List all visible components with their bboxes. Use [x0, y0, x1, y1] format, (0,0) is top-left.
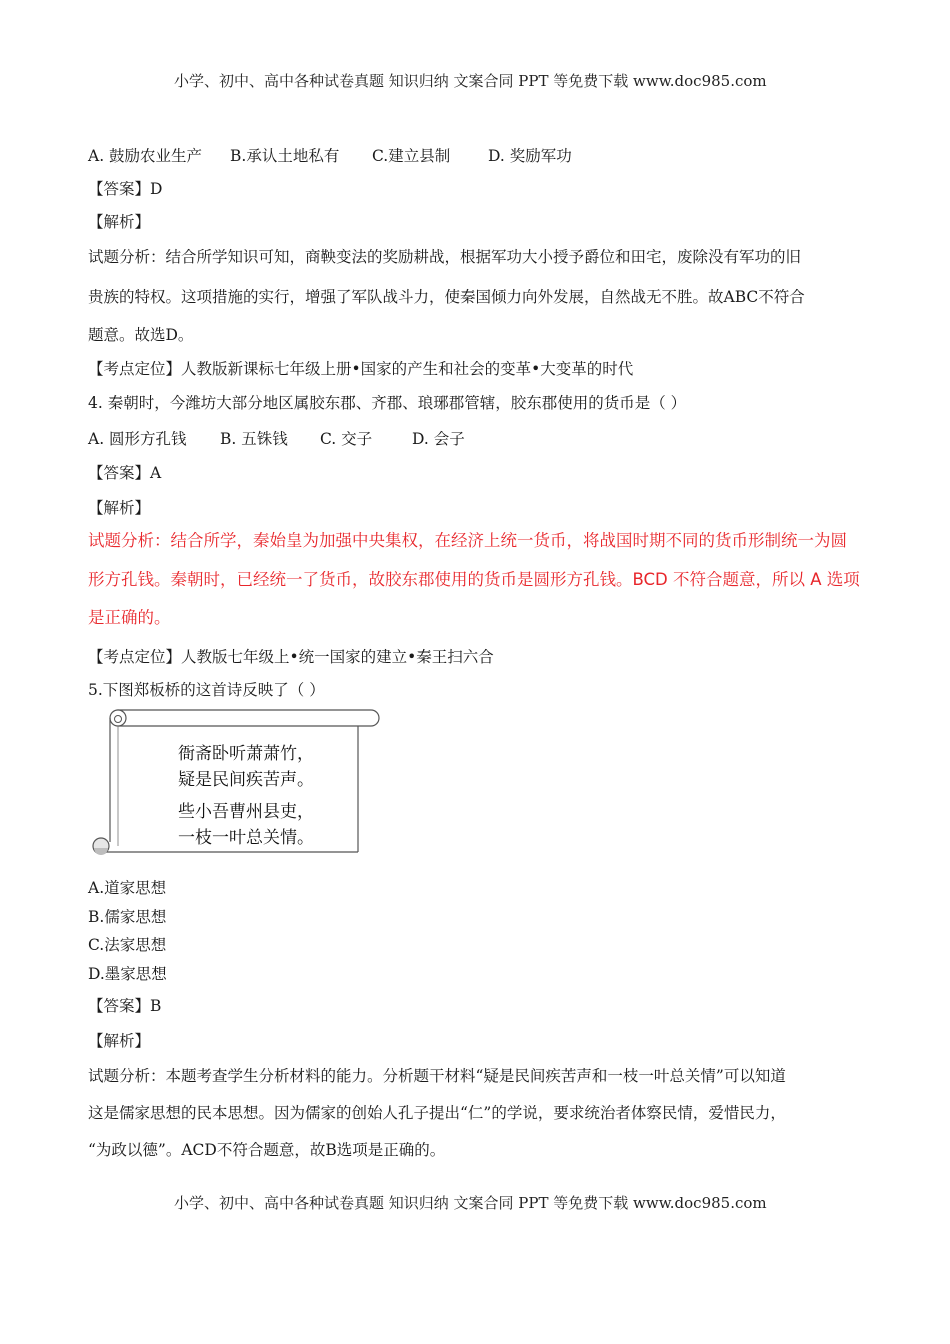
q3-analysis-line: 试题分析：结合所学知识可知，商鞅变法的奖励耕战，根据军功大小授予爵位和田宅，废除没有军功的旧	[88, 248, 802, 266]
q4-analysis-line: 是正确的。	[88, 608, 171, 627]
q3-analysis-label: 【解析】	[88, 213, 151, 231]
q3-analysis-line: 题意。故选D。	[88, 326, 194, 344]
q5-analysis-line: 这是儒家思想的民本思想。因为儒家的创始人孔子提出“仁”的学说，要求统治者体察民情，爱惜民力，	[88, 1104, 786, 1122]
q5-analysis-line: “为政以德”。ACD不符合题意，故B选项是正确的。	[88, 1141, 446, 1159]
q5-analysis-label: 【解析】	[88, 1032, 151, 1050]
q4-question: 4. 秦朝时，今潍坊大部分地区属胶东郡、齐郡、琅琊郡管辖，胶东郡使用的货币是（ ）	[88, 394, 687, 412]
q5-option-a: A.道家思想	[88, 879, 167, 897]
q4-option-d: D. 会子	[412, 430, 465, 448]
q3-kaodian: 【考点定位】人教版新课标七年级上册•国家的产生和社会的变革•大变革的时代	[88, 360, 634, 378]
q3-option-d: D. 奖励军功	[488, 147, 572, 165]
q4-kaodian: 【考点定位】人教版七年级上•统一国家的建立•秦王扫六合	[88, 648, 494, 666]
q4-analysis-line: 形方孔钱。秦朝时，已经统一了货币，故胶东郡使用的货币是圆形方孔钱。BCD 不符合题意，所以 A 选项	[88, 570, 860, 589]
q5-answer: 【答案】B	[88, 997, 162, 1015]
q4-answer: 【答案】A	[88, 464, 162, 482]
page-footer: 小学、初中、高中各种试卷真题 知识归纳 文案合同 PPT 等免费下载 www.doc985.com	[174, 1194, 767, 1212]
q5-option-c: C.法家思想	[88, 936, 167, 954]
q3-option-c: C.建立县制	[372, 147, 451, 165]
q4-option-c: C. 交子	[320, 430, 373, 448]
q5-option-d: D.墨家思想	[88, 965, 167, 983]
q4-options	[88, 427, 465, 449]
q4-option-a: A. 圆形方孔钱	[88, 430, 187, 448]
q4-analysis-label: 【解析】	[88, 499, 151, 517]
q4-analysis-line: 试题分析：结合所学，秦始皇为加强中央集权，在经济上统一货币，将战国时期不同的货币形制统一为圆	[88, 531, 847, 550]
q3-options	[88, 144, 572, 166]
q3-analysis-line: 贵族的特权。这项措施的实行，增强了军队战斗力，使秦国倾力向外发展，自然战无不胜。故ABC不符合	[88, 288, 805, 306]
poem-line: 衙斋卧听萧萧竹，	[178, 744, 314, 764]
poem-line: 些小吾曹州县吏，	[178, 802, 314, 822]
q3-answer: 【答案】D	[88, 180, 163, 198]
q3-option-b: B.承认土地私有	[230, 147, 340, 165]
poem-line: 疑是民间疾苦声。	[178, 770, 314, 790]
q5-question: 5.下图郑板桥的这首诗反映了（ ）	[88, 681, 325, 699]
q3-option-a: A. 鼓励农业生产	[88, 147, 203, 165]
poem-scroll-image	[88, 706, 384, 862]
q5-analysis-line: 试题分析：本题考查学生分析材料的能力。分析题干材料“疑是民间疾苦声和一枝一叶总关情”可以知道	[88, 1067, 786, 1085]
q5-option-b: B.儒家思想	[88, 908, 167, 926]
page-header: 小学、初中、高中各种试卷真题 知识归纳 文案合同 PPT 等免费下载 www.doc985.com	[174, 72, 767, 90]
poem-line: 一枝一叶总关情。	[178, 828, 314, 848]
q4-option-b: B. 五铢钱	[220, 430, 288, 448]
